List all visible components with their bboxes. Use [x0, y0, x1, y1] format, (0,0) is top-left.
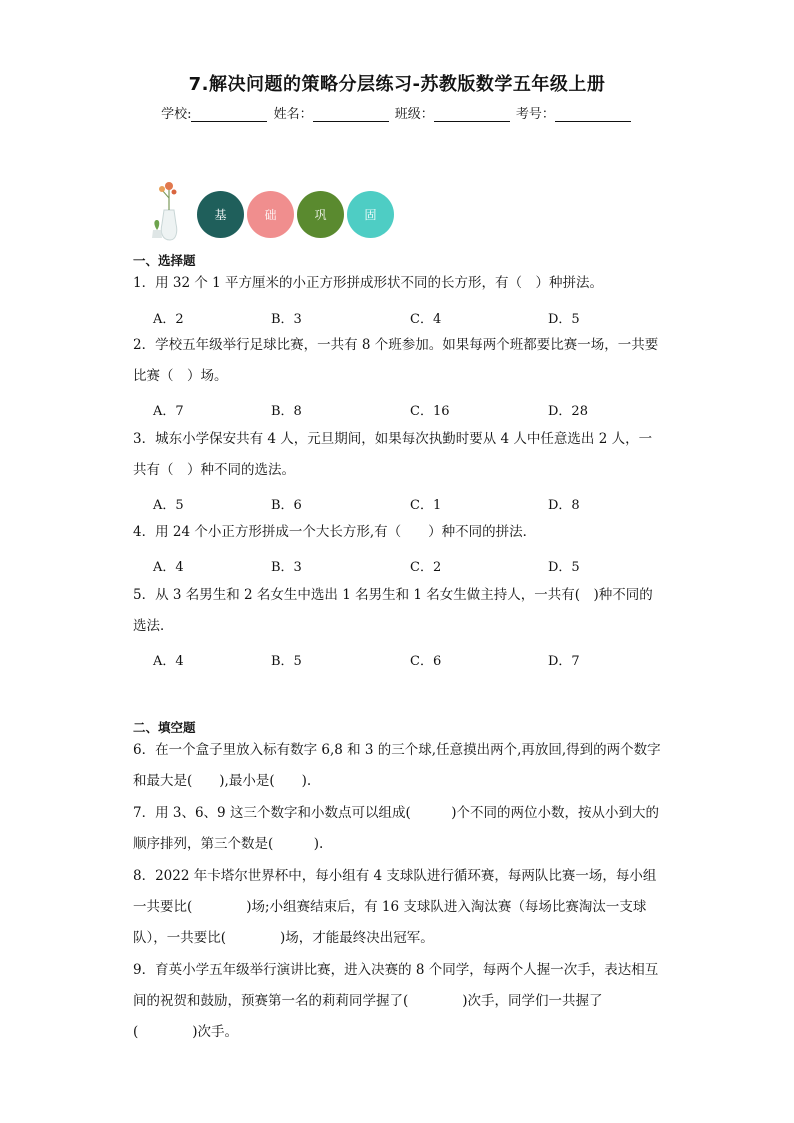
option-d[interactable]: D．5 — [548, 312, 580, 327]
question-3: 3．城东小学保安共有 4 人，元旦期间，如果每次执勤时要从 4 人中任意选出 2 人，一共有（ ）种不同的选法。 — [133, 431, 653, 478]
option-a[interactable]: A．2 — [153, 312, 184, 327]
section-choice-heading: 一、选择题 — [133, 253, 196, 268]
option-c[interactable]: C．16 — [410, 404, 450, 419]
option-d[interactable]: D．5 — [548, 560, 580, 575]
section-banner — [148, 180, 408, 242]
school-label: 学校: — [161, 107, 192, 122]
question-6: 6．在一个盒子里放入标有数字 6,8 和 3 的三个球,任意摸出两个,再放回,得到的两个数字和最大是( ),最小是( ). — [133, 742, 661, 789]
option-d[interactable]: D．7 — [548, 654, 580, 669]
circle-gong: 巩 — [297, 191, 344, 238]
option-d[interactable]: D．8 — [548, 498, 580, 513]
option-b[interactable]: B．8 — [271, 404, 302, 419]
option-a[interactable]: A．4 — [153, 560, 184, 575]
exam-number-blank[interactable] — [555, 107, 631, 122]
option-b[interactable]: B．6 — [271, 498, 302, 513]
class-label: 班级： — [394, 107, 434, 122]
question-9: 9．育英小学五年级举行演讲比赛，进入决赛的 8 个同学，每两个人握一次手，表达相互间的祝贺和鼓励，预赛第一名的莉莉同学握了( )次手，同学们一共握了( )次手。 — [133, 962, 659, 1040]
question-1: 1．用 32 个 1 平方厘米的小正方形拼成形状不同的长方形，有（ ）种拼法。 — [133, 275, 604, 291]
option-a[interactable]: A．7 — [153, 404, 184, 419]
circle-ji: 基 — [197, 191, 244, 238]
option-b[interactable]: B．3 — [271, 312, 302, 327]
option-c[interactable]: C．1 — [410, 498, 442, 513]
option-c[interactable]: C．6 — [410, 654, 442, 669]
circle-chu: 础 — [247, 191, 294, 238]
option-a[interactable]: A．5 — [153, 498, 184, 513]
option-c[interactable]: C．2 — [410, 560, 442, 575]
page-title: 7.解决问题的策略分层练习-苏教版数学五年级上册 — [188, 74, 606, 95]
school-blank[interactable] — [191, 107, 267, 122]
question-7: 7．用 3、6、9 这三个数字和小数点可以组成( )个不同的两位小数，按从小到大的顺序排列，第三个数是( ). — [133, 805, 659, 852]
section-fill-heading: 二、填空题 — [133, 720, 196, 735]
question-4: 4．用 24 个小正方形拼成一个大长方形,有（ ）种不同的拼法． — [133, 524, 537, 540]
question-5: 5．从 3 名男生和 2 名女生中选出 1 名男生和 1 名女生做主持人，一共有( )种不同的选法． — [133, 587, 653, 634]
name-blank[interactable] — [313, 107, 389, 122]
class-blank[interactable] — [434, 107, 510, 122]
option-d[interactable]: D．28 — [548, 404, 588, 419]
name-label: 姓名： — [273, 107, 313, 122]
option-b[interactable]: B．3 — [271, 560, 302, 575]
exam-number-label: 考号： — [515, 107, 555, 122]
question-2: 2．学校五年级举行足球比赛，一共有 8 个班参加。如果每两个班都要比赛一场，一共要比赛（ ）场。 — [133, 337, 659, 384]
option-b[interactable]: B．5 — [271, 654, 302, 669]
option-c[interactable]: C．4 — [410, 312, 442, 327]
question-8: 8．2022 年卡塔尔世界杯中，每小组有 4 支球队进行循环赛，每两队比赛一场，每小组一共要比( )场;小组赛结束后，有 16 支球队进入淘汰赛（每场比赛淘汰一支球队），一共要比( )场，才能最终决出冠军。 — [133, 868, 657, 946]
plant-vase-icon — [148, 180, 190, 242]
circle-gu: 固 — [347, 191, 394, 238]
option-a[interactable]: A．4 — [153, 654, 184, 669]
student-info-row — [0, 103, 794, 122]
